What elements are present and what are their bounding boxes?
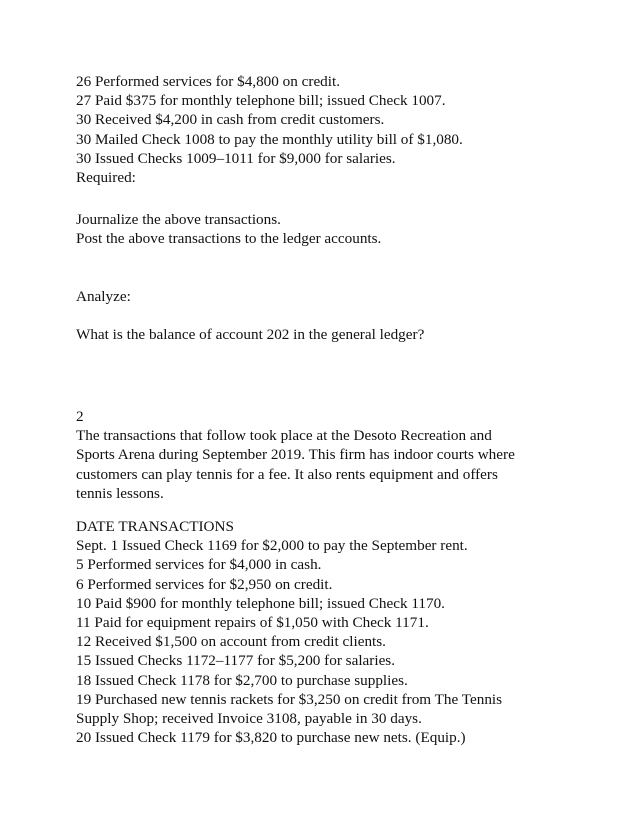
intro-line: tennis lessons. [76,484,164,502]
intro-line: Sports Arena during September 2019. This firm has indoor courts where [76,446,515,464]
transaction-line: 30 Received $4,200 in cash from credit customers. [76,111,385,129]
transaction-line: 5 Performed services for $4,000 in cash. [76,556,322,574]
transaction-line: 26 Performed services for $4,800 on credit. [76,73,341,90]
analyze-label: Analyze: [76,288,131,305]
intro-line: The transactions that follow took place at the Desoto Recreation and [76,427,492,445]
transaction-line: 12 Received $1,500 on account from credit clients. [76,633,386,651]
part2-intro [76,407,596,503]
intro-line: customers can play tennis for a fee. It also rents equipment and offers [76,465,498,483]
part2-transactions [76,517,596,747]
part1-transactions [76,72,596,187]
transaction-line: 20 Issued Check 1179 for $3,820 to purchase new nets. (Equip.) [76,729,466,747]
transaction-line: 30 Mailed Check 1008 to pay the monthly utility bill of $1,080. [76,130,463,148]
required-item: Journalize the above transactions. [76,211,281,228]
transaction-line: 18 Issued Check 1178 for $2,700 to purchase supplies. [76,671,408,689]
required-item: Post the above transactions to the ledger accounts. [76,230,382,248]
transaction-line: Supply Shop; received Invoice 3108, payable in 30 days. [76,709,422,727]
transaction-line: 6 Performed services for $2,950 on credit. [76,575,333,593]
transaction-line: 19 Purchased new tennis rackets for $3,250 on credit from The Tennis [76,690,503,708]
table-header: DATE TRANSACTIONS [76,518,234,535]
transaction-line: 10 Paid $900 for monthly telephone bill; issued Check 1170. [76,594,445,612]
analyze-question: What is the balance of account 202 in the general ledger? [76,326,425,343]
required-label: Required: [76,168,136,186]
transaction-line: 11 Paid for equipment repairs of $1,050 with Check 1171. [76,613,429,631]
problem-number: 2 [76,408,84,425]
transaction-line: Sept. 1 Issued Check 1169 for $2,000 to pay the September rent. [76,537,468,555]
required-items [76,210,596,248]
transaction-line: 27 Paid $375 for monthly telephone bill; issued Check 1007. [76,92,446,110]
transaction-line: 15 Issued Checks 1172–1177 for $5,200 for salaries. [76,652,396,670]
transaction-line: 30 Issued Checks 1009–1011 for $9,000 for salaries. [76,149,396,167]
